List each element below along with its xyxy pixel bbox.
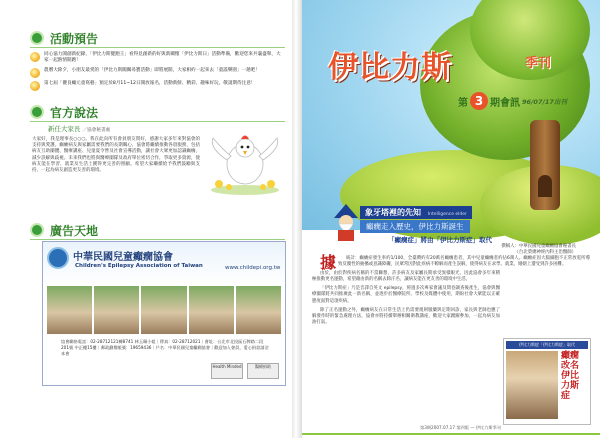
- column-body: 大家好，我是理事長○○○。我在此向所有會員朋友問好，感謝大家多年來對協會的支持與愛護。癲癇病友與家屬需要我們的長期關心，協會將繼續推動各項服務，包括病友互助團體、醫療講座、兒童夏令營及社會宣導活動，讓社會大眾更加認識癲癇，減少誤解與歧視。未來我們也將與醫療團隊及政府單位密切合作，爭取更多資源，使病友能在學習、就業及生活上獲得更完善的照顧。希望大家繼續給予我們鼓勵與支持，一起為病友創造更友善的環境。: [32, 137, 200, 174]
- section-bullet-icon: [30, 223, 44, 237]
- sage-mascot-icon: [330, 202, 362, 242]
- ad-contact-info: 協會聯絡電話：02-28712121轉8741 林玉珮小姐｜傳真：02-28712021｜會址：台北市北投區石牌路二段201號 中正樓15樓｜郵政劃撥帳號：19659436｜戶名：中華民國兒童癲癇協會｜歡迎加入會員，愛心捐款請洽本會: [61, 339, 269, 356]
- news-text: 同心協力開創新紀錄，「伊比力斯健跑王」看得見創新的好與新關懷「伊比力斯日」活動準備，歡迎您來共襄盛舉，大家一起熱情開跑！: [44, 52, 281, 64]
- author-affiliation: （台北榮總神經內科主治醫師）: [514, 249, 576, 255]
- association-logo-icon: [47, 247, 69, 269]
- star-icon: [30, 52, 40, 62]
- section-title-official: [30, 104, 98, 120]
- column-title: 新任大家長: [48, 125, 81, 133]
- section-heading: 活動預告: [50, 31, 99, 46]
- paragraph: [312, 308, 500, 326]
- feature-title: 象牙塔裡的先知: [365, 208, 421, 217]
- sponsor-logo: 醫療捐助: [247, 363, 279, 379]
- paragraph-text: 由於，由於對疾病名稱的不當聯想，許多病友及家屬長期承受異樣眼光，因此協會多年來積極推動更名運動，希望藉由新的名稱去除汙名，讓病友能在更友善的環境中生活。: [312, 271, 500, 283]
- column-heading: [48, 124, 110, 133]
- ad-name-english: Children's Epilepsy Association of Taiwan: [75, 263, 203, 269]
- news-list: [30, 52, 285, 94]
- feature-subtitle: 癲癇走入歷史，伊比力斯誕生: [360, 220, 470, 233]
- magazine-subtitle: 季刊: [525, 56, 552, 71]
- section-bullet-icon: [30, 31, 44, 45]
- news-text: 農曆大除夕，小朋友最愛的「伊比力斯闖關尋寶活動」即將展開，大家相約一起來去「童謠樂園」一趟吧！: [44, 67, 260, 73]
- issue-label: [458, 92, 567, 110]
- ad-url[interactable]: www.childepi.org.tw: [225, 265, 281, 271]
- paragraph-text: 除了正名運動之外，癲癇病友在日常生活上仍需要規則服藥與定期回診，家長與老師也應了解發作時的緊急處理方法，協會亦將持續舉辦相關衛教講座，歡迎大家踴躍參加，一起為病友加油打氣。: [312, 307, 500, 325]
- star-icon: [30, 68, 40, 78]
- photo: [236, 286, 281, 334]
- paragraph: [312, 271, 500, 283]
- ad-name-chinese: 中華民國兒童癲癇協會: [73, 252, 173, 263]
- list-item: [30, 81, 285, 91]
- list-item: [30, 68, 285, 78]
- star-icon: [30, 81, 40, 91]
- divider: [30, 47, 285, 48]
- article-body: [312, 253, 590, 329]
- sponsor-logo: Health Minded: [211, 363, 243, 379]
- ad-photo-strip: [47, 286, 281, 334]
- clipping-header: 伊比力斯症「伊比力斯症」取代: [506, 341, 588, 349]
- dropcap: 據: [320, 253, 337, 272]
- photo: [47, 286, 92, 334]
- page-spine: [292, 0, 302, 438]
- issue-number: 3: [470, 92, 488, 110]
- association-ad: [42, 241, 286, 386]
- divider: [30, 121, 285, 122]
- feature-english: Intelligence elder: [427, 212, 467, 217]
- article-title: 「癲癇症」將由「伊比力斯症」取代: [388, 236, 492, 244]
- magazine-title: 伊比力斯: [328, 50, 452, 85]
- paragraph-text: 「伊比力斯症」乃是音譯自英文 epilepsy，經過多次專家會議及問卷調查後產生，協會與醫療團隊將共同推廣此一新名稱，並逐步於醫療院所、學校及媒體中使用，期盼社會大眾能以正確態度面對這項疾病。: [312, 286, 500, 304]
- issue-prefix: 第: [458, 97, 468, 109]
- paragraph-text: 統計：癲癇症發生率約1/100，全臺灣約有20萬名癲癇患者，其中兒童癲癇者約佔6萬人。癲癇症因大腦細胞不正常放電所導致反覆性的抽搐或意識障礙，民眾常因對此疾病不瞭解而產生誤解，使得病友在求學、就業、婚姻上遭受到許多困難。: [338, 256, 590, 268]
- divider: [30, 239, 285, 240]
- section-heading: 官方說法: [50, 105, 99, 120]
- clipping-headline: 癲癇改名伊比力斯症: [561, 351, 580, 401]
- clipping-photo: [506, 351, 558, 419]
- chicken-illustration: [205, 130, 285, 195]
- tree-door-icon: [538, 175, 552, 197]
- photo: [94, 286, 139, 334]
- column-author: ／協會秘書處: [82, 128, 111, 133]
- newspaper-clipping: [503, 338, 591, 425]
- section-heading: 廣告天地: [50, 223, 99, 238]
- photo: [189, 286, 234, 334]
- page-footer: 第3期2007.07.17 第四版 — 伊比力斯季刊: [420, 425, 501, 430]
- author-line: 撰稿人：中華民國兒童癲癇協會秘書長: [501, 244, 576, 249]
- paragraph: [312, 253, 590, 272]
- section-title-events: [30, 30, 98, 46]
- list-item: [30, 52, 285, 65]
- feature-banner: [360, 206, 472, 219]
- ad-sponsor-logos: [211, 363, 279, 379]
- issue-suffix: 期會訊: [490, 97, 520, 109]
- section-title-ads: [30, 222, 98, 238]
- footer-rule: [302, 433, 600, 435]
- paragraph: [312, 286, 500, 304]
- issue-date: 96/07/17出刊: [522, 97, 567, 106]
- article-byline: [458, 244, 576, 255]
- photo: [141, 286, 186, 334]
- news-text: 第七屆「優良癲元童寫藝」預定於8月11~12日開放報名，活動新鮮、精彩、趣味好玩，敬請期待注意！: [44, 80, 256, 86]
- section-bullet-icon: [30, 105, 44, 119]
